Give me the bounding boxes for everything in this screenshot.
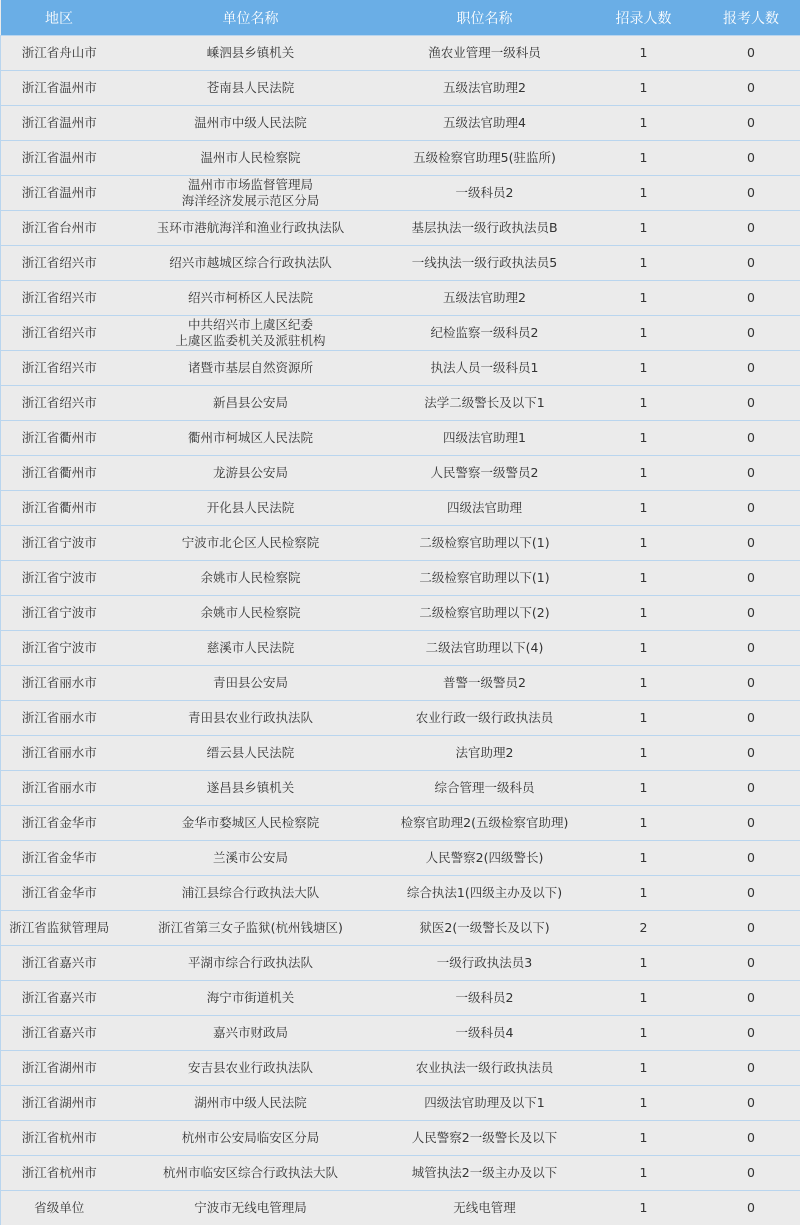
- cell-unit: 温州市市场监督管理局 海洋经济发展示范区分局: [118, 176, 384, 211]
- table-row: [1, 526, 800, 561]
- cell-applicants: 0: [702, 281, 800, 316]
- cell-unit: 宁波市北仑区人民检察院: [118, 526, 384, 561]
- cell-applicants: 0: [702, 981, 800, 1016]
- cell-position: 普警一级警员2: [384, 666, 586, 701]
- cell-unit: 慈溪市人民法院: [118, 631, 384, 666]
- cell-quota: 1: [586, 386, 702, 421]
- header-region: 地区: [1, 0, 118, 36]
- cell-applicants: 0: [702, 211, 800, 246]
- cell-unit: 中共绍兴市上虞区纪委 上虞区监委机关及派驻机构: [118, 316, 384, 351]
- table-row: [1, 386, 800, 421]
- cell-quota: 1: [586, 596, 702, 631]
- cell-unit: 青田县公安局: [118, 666, 384, 701]
- cell-unit: 杭州市公安局临安区分局: [118, 1121, 384, 1156]
- table-row: [1, 876, 800, 911]
- table-row: [1, 211, 800, 246]
- cell-position: 纪检监察一级科员2: [384, 316, 586, 351]
- cell-unit: 余姚市人民检察院: [118, 596, 384, 631]
- table-row: [1, 1051, 800, 1086]
- cell-applicants: 0: [702, 456, 800, 491]
- cell-applicants: 0: [702, 36, 800, 71]
- cell-position: 四级法官助理1: [384, 421, 586, 456]
- cell-applicants: 0: [702, 1156, 800, 1191]
- cell-quota: 1: [586, 1191, 702, 1225]
- cell-applicants: 0: [702, 1191, 800, 1225]
- cell-applicants: 0: [702, 561, 800, 596]
- cell-unit: 温州市中级人民法院: [118, 106, 384, 141]
- cell-position: 城管执法2一级主办及以下: [384, 1156, 586, 1191]
- cell-quota: 1: [586, 1086, 702, 1121]
- cell-region: 浙江省丽水市: [1, 736, 118, 771]
- cell-applicants: 0: [702, 141, 800, 176]
- cell-quota: 1: [586, 421, 702, 456]
- cell-applicants: 0: [702, 806, 800, 841]
- table-row: [1, 1016, 800, 1051]
- cell-position: 基层执法一级行政执法员B: [384, 211, 586, 246]
- cell-region: 浙江省嘉兴市: [1, 981, 118, 1016]
- cell-region: 浙江省金华市: [1, 806, 118, 841]
- cell-position: 狱医2(一级警长及以下): [384, 911, 586, 946]
- cell-applicants: 0: [702, 1086, 800, 1121]
- table-row: [1, 771, 800, 806]
- cell-region: 浙江省温州市: [1, 141, 118, 176]
- cell-region: 浙江省绍兴市: [1, 351, 118, 386]
- cell-applicants: 0: [702, 1051, 800, 1086]
- cell-quota: 1: [586, 211, 702, 246]
- cell-applicants: 0: [702, 526, 800, 561]
- cell-position: 执法人员一级科员1: [384, 351, 586, 386]
- cell-quota: 1: [586, 141, 702, 176]
- cell-region: 浙江省绍兴市: [1, 246, 118, 281]
- cell-applicants: 0: [702, 911, 800, 946]
- cell-unit: 温州市人民检察院: [118, 141, 384, 176]
- table-row: [1, 456, 800, 491]
- cell-region: 浙江省台州市: [1, 211, 118, 246]
- cell-region: 浙江省丽水市: [1, 771, 118, 806]
- cell-quota: 1: [586, 666, 702, 701]
- cell-region: 浙江省绍兴市: [1, 386, 118, 421]
- cell-quota: 1: [586, 316, 702, 351]
- table-row: [1, 281, 800, 316]
- cell-quota: 1: [586, 456, 702, 491]
- cell-unit: 绍兴市柯桥区人民法院: [118, 281, 384, 316]
- table-row: [1, 316, 800, 351]
- cell-position: 二级法官助理以下(4): [384, 631, 586, 666]
- cell-applicants: 0: [702, 386, 800, 421]
- cell-region: 浙江省绍兴市: [1, 316, 118, 351]
- cell-position: 五级法官助理2: [384, 71, 586, 106]
- cell-applicants: 0: [702, 631, 800, 666]
- cell-applicants: 0: [702, 176, 800, 211]
- table-row: [1, 946, 800, 981]
- cell-unit: 杭州市临安区综合行政执法大队: [118, 1156, 384, 1191]
- cell-position: 一级行政执法员3: [384, 946, 586, 981]
- cell-region: 浙江省温州市: [1, 106, 118, 141]
- table-row: [1, 1086, 800, 1121]
- cell-unit: 诸暨市基层自然资源所: [118, 351, 384, 386]
- cell-unit: 龙游县公安局: [118, 456, 384, 491]
- header-applicants: 报考人数: [702, 0, 800, 36]
- table-row: [1, 701, 800, 736]
- cell-region: 浙江省金华市: [1, 841, 118, 876]
- cell-unit: 安吉县农业行政执法队: [118, 1051, 384, 1086]
- cell-unit: 新昌县公安局: [118, 386, 384, 421]
- cell-position: 一级科员2: [384, 176, 586, 211]
- cell-region: 浙江省温州市: [1, 176, 118, 211]
- cell-position: 五级检察官助理5(驻监所): [384, 141, 586, 176]
- table-row: [1, 841, 800, 876]
- cell-region: 省级单位: [1, 1191, 118, 1225]
- cell-quota: 1: [586, 701, 702, 736]
- cell-unit: 青田县农业行政执法队: [118, 701, 384, 736]
- cell-region: 浙江省宁波市: [1, 526, 118, 561]
- cell-region: 浙江省衢州市: [1, 491, 118, 526]
- table-header-row: [1, 0, 800, 36]
- cell-quota: 1: [586, 351, 702, 386]
- cell-quota: 1: [586, 491, 702, 526]
- cell-applicants: 0: [702, 666, 800, 701]
- cell-applicants: 0: [702, 421, 800, 456]
- cell-applicants: 0: [702, 1121, 800, 1156]
- cell-applicants: 0: [702, 1016, 800, 1051]
- cell-region: 浙江省衢州市: [1, 421, 118, 456]
- cell-applicants: 0: [702, 946, 800, 981]
- cell-region: 浙江省绍兴市: [1, 281, 118, 316]
- cell-position: 一线执法一级行政执法员5: [384, 246, 586, 281]
- table-row: [1, 911, 800, 946]
- cell-unit: 遂昌县乡镇机关: [118, 771, 384, 806]
- table-row: [1, 1121, 800, 1156]
- cell-quota: 1: [586, 246, 702, 281]
- cell-region: 浙江省杭州市: [1, 1121, 118, 1156]
- cell-region: 浙江省杭州市: [1, 1156, 118, 1191]
- cell-applicants: 0: [702, 736, 800, 771]
- cell-quota: 1: [586, 36, 702, 71]
- cell-position: 四级法官助理及以下1: [384, 1086, 586, 1121]
- cell-applicants: 0: [702, 71, 800, 106]
- cell-position: 检察官助理2(五级检察官助理): [384, 806, 586, 841]
- cell-quota: 1: [586, 1016, 702, 1051]
- header-unit: 单位名称: [118, 0, 384, 36]
- table-row: [1, 561, 800, 596]
- cell-region: 浙江省温州市: [1, 71, 118, 106]
- cell-position: 五级法官助理2: [384, 281, 586, 316]
- table-row: [1, 421, 800, 456]
- table-row: [1, 351, 800, 386]
- cell-unit: 海宁市街道机关: [118, 981, 384, 1016]
- cell-quota: 1: [586, 876, 702, 911]
- cell-applicants: 0: [702, 876, 800, 911]
- cell-unit: 缙云县人民法院: [118, 736, 384, 771]
- table-row: [1, 806, 800, 841]
- cell-quota: 1: [586, 526, 702, 561]
- table-row: [1, 736, 800, 771]
- table-body: [1, 36, 800, 1225]
- table-row: [1, 981, 800, 1016]
- cell-position: 综合执法1(四级主办及以下): [384, 876, 586, 911]
- cell-unit: 苍南县人民法院: [118, 71, 384, 106]
- cell-position: 一级科员4: [384, 1016, 586, 1051]
- table-row: [1, 71, 800, 106]
- cell-applicants: 0: [702, 246, 800, 281]
- cell-applicants: 0: [702, 596, 800, 631]
- header-quota: 招录人数: [586, 0, 702, 36]
- cell-quota: 1: [586, 631, 702, 666]
- cell-unit: 浙江省第三女子监狱(杭州钱塘区): [118, 911, 384, 946]
- cell-applicants: 0: [702, 316, 800, 351]
- cell-position: 二级检察官助理以下(2): [384, 596, 586, 631]
- table-row: [1, 141, 800, 176]
- cell-position: 一级科员2: [384, 981, 586, 1016]
- table-row: [1, 491, 800, 526]
- cell-position: 人民警察一级警员2: [384, 456, 586, 491]
- cell-position: 二级检察官助理以下(1): [384, 526, 586, 561]
- table-row: [1, 666, 800, 701]
- cell-unit: 湖州市中级人民法院: [118, 1086, 384, 1121]
- cell-unit: 平湖市综合行政执法队: [118, 946, 384, 981]
- cell-quota: 1: [586, 1051, 702, 1086]
- cell-quota: 1: [586, 736, 702, 771]
- cell-applicants: 0: [702, 491, 800, 526]
- cell-region: 浙江省舟山市: [1, 36, 118, 71]
- cell-region: 浙江省嘉兴市: [1, 1016, 118, 1051]
- cell-position: 法学二级警长及以下1: [384, 386, 586, 421]
- cell-region: 浙江省宁波市: [1, 596, 118, 631]
- cell-region: 浙江省衢州市: [1, 456, 118, 491]
- cell-unit: 宁波市无线电管理局: [118, 1191, 384, 1225]
- table-row: [1, 176, 800, 211]
- cell-unit: 浦江县综合行政执法大队: [118, 876, 384, 911]
- cell-unit: 兰溪市公安局: [118, 841, 384, 876]
- cell-quota: 1: [586, 806, 702, 841]
- cell-position: 无线电管理: [384, 1191, 586, 1225]
- cell-region: 浙江省丽水市: [1, 666, 118, 701]
- cell-position: 法官助理2: [384, 736, 586, 771]
- cell-position: 综合管理一级科员: [384, 771, 586, 806]
- cell-position: 四级法官助理: [384, 491, 586, 526]
- table-row: [1, 1191, 800, 1225]
- cell-position: 人民警察2一级警长及以下: [384, 1121, 586, 1156]
- cell-unit: 衢州市柯城区人民法院: [118, 421, 384, 456]
- cell-applicants: 0: [702, 351, 800, 386]
- cell-unit: 余姚市人民检察院: [118, 561, 384, 596]
- table-row: [1, 246, 800, 281]
- cell-applicants: 0: [702, 771, 800, 806]
- cell-position: 人民警察2(四级警长): [384, 841, 586, 876]
- cell-position: 农业执法一级行政执法员: [384, 1051, 586, 1086]
- table-row: [1, 596, 800, 631]
- cell-quota: 1: [586, 71, 702, 106]
- cell-quota: 1: [586, 281, 702, 316]
- cell-unit: 开化县人民法院: [118, 491, 384, 526]
- cell-region: 浙江省湖州市: [1, 1086, 118, 1121]
- cell-quota: 1: [586, 1121, 702, 1156]
- cell-unit: 嘉兴市财政局: [118, 1016, 384, 1051]
- table-row: [1, 36, 800, 71]
- cell-unit: 绍兴市越城区综合行政执法队: [118, 246, 384, 281]
- cell-applicants: 0: [702, 106, 800, 141]
- cell-unit: 玉环市港航海洋和渔业行政执法队: [118, 211, 384, 246]
- table-row: [1, 1156, 800, 1191]
- cell-quota: 2: [586, 911, 702, 946]
- cell-region: 浙江省监狱管理局: [1, 911, 118, 946]
- cell-position: 五级法官助理4: [384, 106, 586, 141]
- header-position: 职位名称: [384, 0, 586, 36]
- cell-position: 二级检察官助理以下(1): [384, 561, 586, 596]
- cell-unit: 金华市婺城区人民检察院: [118, 806, 384, 841]
- cell-quota: 1: [586, 176, 702, 211]
- cell-unit: 嵊泗县乡镇机关: [118, 36, 384, 71]
- cell-position: 渔农业管理一级科员: [384, 36, 586, 71]
- cell-region: 浙江省金华市: [1, 876, 118, 911]
- cell-region: 浙江省嘉兴市: [1, 946, 118, 981]
- cell-applicants: 0: [702, 701, 800, 736]
- cell-region: 浙江省宁波市: [1, 561, 118, 596]
- cell-region: 浙江省丽水市: [1, 701, 118, 736]
- cell-region: 浙江省湖州市: [1, 1051, 118, 1086]
- cell-quota: 1: [586, 106, 702, 141]
- table-row: [1, 106, 800, 141]
- cell-quota: 1: [586, 946, 702, 981]
- table-row: [1, 631, 800, 666]
- cell-region: 浙江省宁波市: [1, 631, 118, 666]
- cell-quota: 1: [586, 841, 702, 876]
- cell-quota: 1: [586, 1156, 702, 1191]
- cell-applicants: 0: [702, 841, 800, 876]
- cell-position: 农业行政一级行政执法员: [384, 701, 586, 736]
- cell-quota: 1: [586, 561, 702, 596]
- cell-quota: 1: [586, 771, 702, 806]
- cell-quota: 1: [586, 981, 702, 1016]
